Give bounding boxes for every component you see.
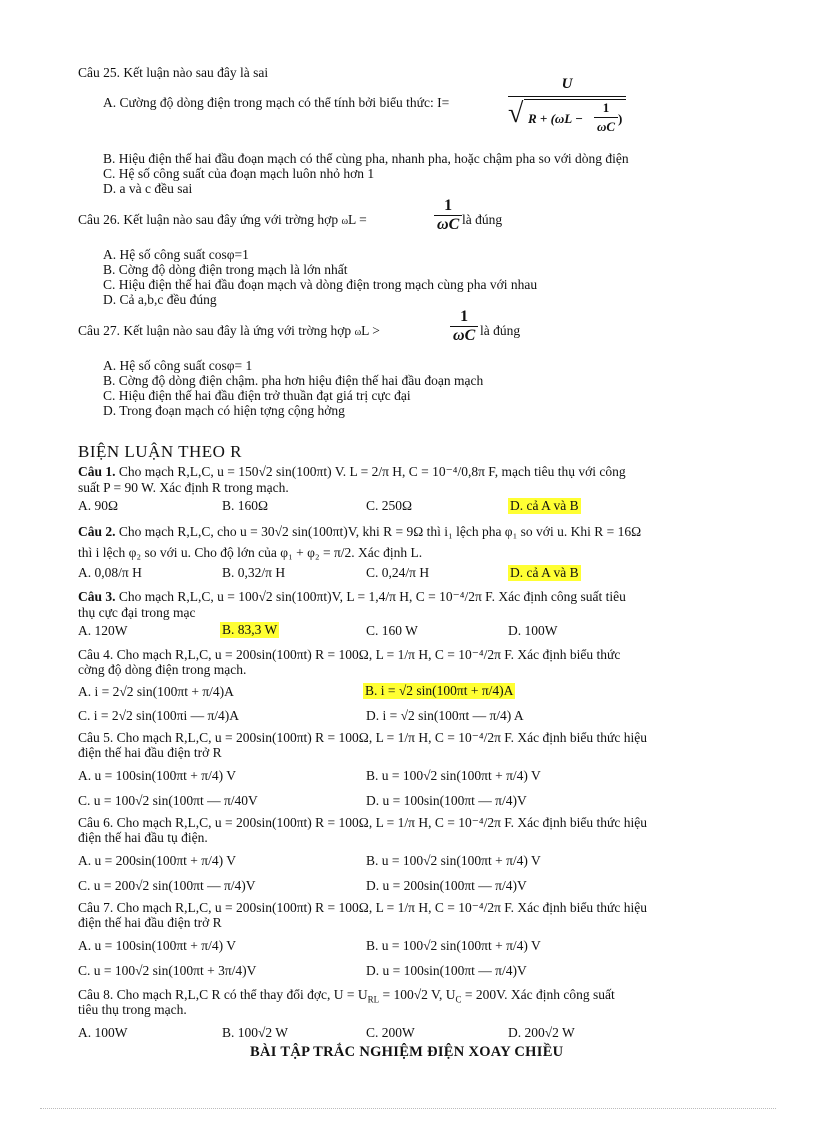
page-border xyxy=(40,1108,776,1109)
q26-option-b: B. Cờng độ dòng điện trong mạch là lớn nhất xyxy=(103,262,348,277)
c7-option-c: C. u = 100√2 sin(100πt + 3π/4)V xyxy=(78,963,257,978)
c8-line-2: tiêu thụ trong mạch. xyxy=(78,1002,187,1017)
q26-option-d: D. Cả a,b,c đều đúng xyxy=(103,292,217,307)
q25-title: Câu 25. Kết luận nào sau đây là sai xyxy=(78,65,269,80)
c6-option-b: B. u = 100√2 sin(100πt + π/4) V xyxy=(366,853,541,868)
c5-option-d: D. u = 100sin(100πt — π/4)V xyxy=(366,793,527,808)
q26-fraction: $\frac{1}{\omega C}$ xyxy=(434,197,462,234)
c2-option-a: A. 0,08/π H xyxy=(78,565,142,580)
c6-option-d: D. u = 200sin(100πt — π/4)V xyxy=(366,878,527,893)
q26-option-a: A. Hệ số công suất cosφ=1 xyxy=(103,247,249,262)
q25-option-b: B. Hiệu điện thế hai đầu đoạn mạch có thể cùng pha, nhanh pha, hoặc chậm pha so với dòng điện xyxy=(103,151,629,166)
c3-option-d: D. 100W xyxy=(508,623,558,638)
c3-option-b-answer: B. 83,3 W xyxy=(222,622,278,637)
c6-option-a: A. u = 200sin(100πt + π/4) V xyxy=(78,853,236,868)
q27-fraction: $\frac{1}{\omega C}$ xyxy=(450,308,478,345)
q26-title-end: là đúng xyxy=(462,212,503,227)
q27-title: Câu 27. Kết luận nào sau đây là ứng với trờng hợp ωL > xyxy=(78,323,380,338)
q27-option-c: C. Hiệu điện thế hai đầu điện trở thuần đạt giá trị cực đại xyxy=(103,388,411,403)
q27-option-a: A. Hệ số công suất cosφ= 1 xyxy=(103,358,253,373)
c4-option-a: A. i = 2√2 sin(100πt + π/4)A xyxy=(78,684,234,699)
c7-option-d: D. u = 100sin(100πt — π/4)V xyxy=(366,963,527,978)
c1-option-b: B. 160Ω xyxy=(222,498,269,513)
c3-line-1: Câu 3. Cho mạch R,L,C, u = 100√2 sin(100πt)V, L = 1,4/π H, C = 10⁻⁴/2π F. Xác định công suất tiêu xyxy=(78,589,626,604)
document-footer-title: BÀI TẬP TRẮC NGHIỆM ĐIỆN XOAY CHIỀU xyxy=(250,1044,564,1060)
c5-option-c: C. u = 100√2 sin(100πt — π/40V xyxy=(78,793,258,808)
c8-line-1: Câu 8. Cho mạch R,L,C R có thể thay đổi đợc, $U = U_{RL} = 100√2$ V, $U_C = 200V$. Xác định công suất xyxy=(78,987,615,1005)
c3-line-2: thụ cực đại trong mạc xyxy=(78,605,196,620)
c1-option-c: C. 250Ω xyxy=(366,498,413,513)
q25-option-c: C. Hệ số công suất của đoạn mạch luôn nhỏ hơn 1 xyxy=(103,166,375,181)
c6-option-c: C. u = 200√2 sin(100πt — π/4)V xyxy=(78,878,256,893)
q25-option-a: A. Cường độ dòng điện trong mạch có thể tính bởi biểu thức: I= xyxy=(103,95,450,110)
c1-option-a: A. 90Ω xyxy=(78,498,119,513)
c5-line-1: Câu 5. Cho mạch R,L,C, u = 200sin(100πt) R = 100Ω, L = 1/π H, C = 10⁻⁴/2π F. Xác định biểu thức hiệu xyxy=(78,730,647,745)
q25-formula-denominator: R + (ωL − xyxy=(528,111,583,126)
c5-option-a: A. u = 100sin(100πt + π/4) V xyxy=(78,768,236,783)
c8-option-b: B. 100√2 W xyxy=(222,1025,289,1040)
c5-option-b: B. u = 100√2 sin(100πt + π/4) V xyxy=(366,768,541,783)
sqrt-icon: √ xyxy=(508,98,524,129)
c7-line-2: điện thế hai đầu điện trở R xyxy=(78,915,222,930)
c2-option-b: B. 0,32/π H xyxy=(222,565,286,580)
c4-option-c: C. i = 2√2 sin(100πi — π/4)A xyxy=(78,708,240,723)
q27-option-b: B. Cờng độ dòng điện chậm. pha hơn hiệu điện thế hai đầu đoạn mạch xyxy=(103,373,484,388)
c8-option-a: A. 100W xyxy=(78,1025,128,1040)
c4-line-2: cờng độ dòng điện trong mạch. xyxy=(78,662,247,677)
q27-title-end: là đúng xyxy=(480,323,521,338)
c1-line-1: Câu 1. Cho mạch R,L,C, u = 150√2 sin(100πt) V. L = 2/π H, C = 10⁻⁴/0,8π F, mạch tiêu thụ với công xyxy=(78,464,626,479)
c2-option-d-answer: D. cả A và B xyxy=(510,565,579,580)
c6-line-1: Câu 6. Cho mạch R,L,C, u = 200sin(100πt) R = 100Ω, L = 1/π H, C = 10⁻⁴/2π F. Xác định biểu thức hiệu xyxy=(78,815,647,830)
q25-option-d: D. a và c đều sai xyxy=(103,181,193,196)
q25-inner-fraction: $\frac{1}{\omega C}$ xyxy=(594,99,618,136)
c2-line-2: thì i lệch φ₂ so với u. Cho độ lớn của φ₁ + φ₂ = π/2. Xác định L. xyxy=(78,545,423,560)
q25-formula: U √ R + (ωL − $\frac{1}{\omega C}$ ) xyxy=(508,76,626,137)
c4-option-d: D. i = √2 sin(100πt — π/4) A xyxy=(366,708,524,723)
section-heading: BIỆN LUẬN THEO R xyxy=(78,442,242,461)
c3-option-c: C. 160 W xyxy=(366,623,418,638)
q27-option-d: D. Trong đoạn mạch có hiện tợng cộng hởng xyxy=(103,403,345,418)
c2-line-1: Câu 2. Cho mạch R,L,C, cho u = 30√2 sin(100πt)V, khi R = 9Ω thì i₁ lệch pha φ₁ so với u. Khi R = 16Ω xyxy=(78,524,642,539)
q25-formula-numerator: U xyxy=(561,76,573,92)
c7-option-b: B. u = 100√2 sin(100πt + π/4) V xyxy=(366,938,541,953)
c8-option-c: C. 200W xyxy=(366,1025,415,1040)
c4-option-b-answer: B. i = √2 sin(100πt + π/4)A xyxy=(365,683,514,698)
q26-title: Câu 26. Kết luận nào sau đây ứng với trờng hợp ωL = xyxy=(78,212,367,227)
c4-line-1: Câu 4. Cho mạch R,L,C, u = 200sin(100πt) R = 100Ω, L = 1/π H, C = 10⁻⁴/2π F. Xác định biểu thức xyxy=(78,647,621,662)
c7-option-a: A. u = 100sin(100πt + π/4) V xyxy=(78,938,236,953)
c3-option-a: A. 120W xyxy=(78,623,128,638)
c2-option-c: C. 0,24/π H xyxy=(366,565,430,580)
c1-option-d-answer: D. cả A và B xyxy=(510,498,579,513)
q26-option-c: C. Hiệu điện thế hai đầu đoạn mạch và dòng điện trong mạch cùng pha với nhau xyxy=(103,277,538,292)
c1-line-2: suất P = 90 W. Xác định R trong mạch. xyxy=(78,480,289,495)
c8-option-d: D. 200√2 W xyxy=(508,1025,575,1040)
c5-line-2: điện thế hai đầu điện trở R xyxy=(78,745,222,760)
c6-line-2: điện thế hai đầu tụ điện. xyxy=(78,830,208,845)
c7-line-1: Câu 7. Cho mạch R,L,C, u = 200sin(100πt) R = 100Ω, L = 1/π H, C = 10⁻⁴/2π F. Xác định biểu thức hiệu xyxy=(78,900,647,915)
